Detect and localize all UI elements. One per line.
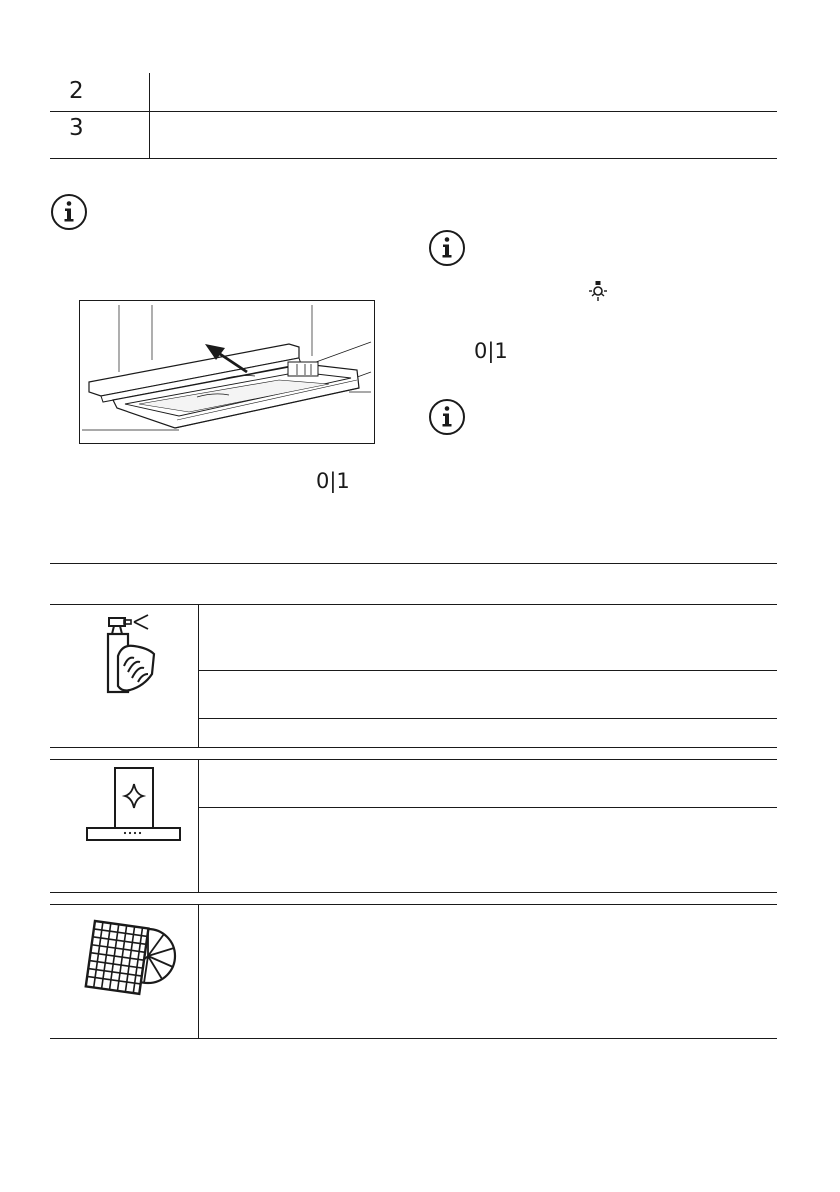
step-number-2: 2	[69, 78, 84, 104]
spray-cloth-icon	[100, 612, 160, 696]
info-icon	[50, 193, 88, 231]
table-divider	[50, 892, 777, 893]
table-column-divider	[198, 604, 199, 747]
grease-filter-icon	[82, 912, 178, 1004]
info-icon	[428, 398, 466, 436]
table-divider	[198, 718, 777, 719]
table-divider	[50, 759, 777, 760]
info-icon	[428, 229, 466, 267]
table-divider	[50, 1038, 777, 1039]
table-column-divider	[198, 759, 199, 892]
cooker-hood-icon	[85, 766, 181, 844]
table-column-divider	[149, 73, 150, 159]
on-off-symbol: 0|1	[474, 339, 508, 363]
section-divider	[50, 563, 777, 564]
table-divider-top	[50, 111, 777, 112]
table-divider-bottom	[50, 158, 777, 159]
light-icon	[588, 280, 608, 302]
hood-drawer-illustration	[79, 300, 375, 444]
table-divider	[50, 904, 777, 905]
table-divider	[50, 604, 777, 605]
table-divider	[50, 747, 777, 748]
table-column-divider	[198, 904, 199, 1038]
step-number-3: 3	[69, 115, 84, 141]
table-divider	[198, 670, 777, 671]
table-divider	[198, 807, 777, 808]
on-off-symbol: 0|1	[316, 469, 350, 493]
